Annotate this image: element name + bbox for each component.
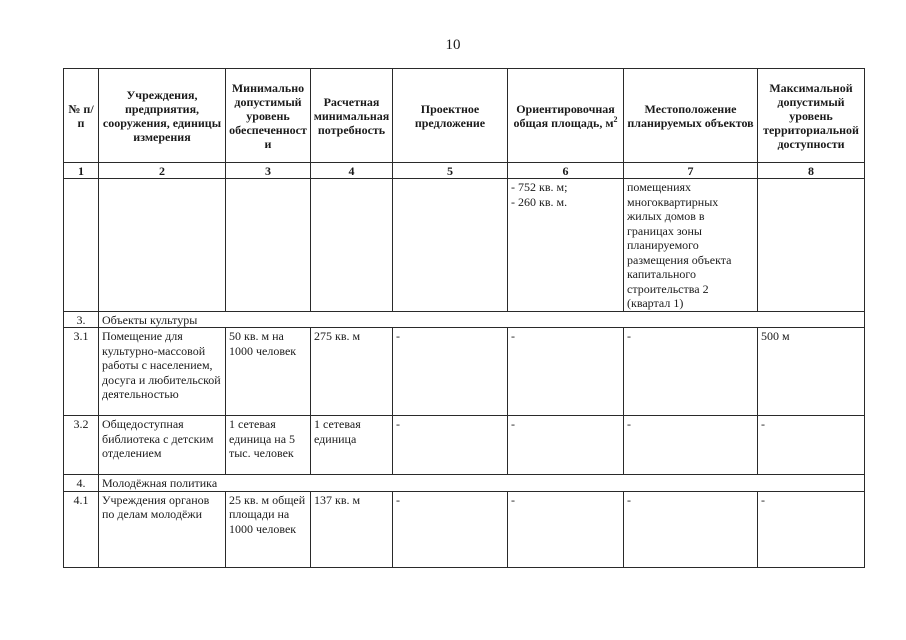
row-proposal: - bbox=[393, 416, 508, 475]
row-area: - bbox=[508, 416, 624, 475]
cell-area bbox=[508, 179, 624, 312]
section-title: Молодёжная политика bbox=[99, 475, 865, 492]
header-location: Местоположение планируемых объектов bbox=[624, 69, 758, 163]
row-min-level: 50 кв. м на 1000 человек bbox=[226, 328, 311, 416]
column-number: 2 bbox=[99, 163, 226, 179]
row-area: - bbox=[508, 491, 624, 567]
row-access: 500 м bbox=[758, 328, 865, 416]
header-number: № п/п bbox=[64, 69, 99, 163]
cell-location: помещениях многоквартирных жилых домов в границах зоны планируемого размещения объекта капитального строительства 2 (квартал 1) bbox=[624, 179, 758, 312]
column-number: 4 bbox=[311, 163, 393, 179]
row-name: Общедоступная библиотека с детским отделением bbox=[99, 416, 226, 475]
table-row bbox=[64, 416, 865, 475]
column-number: 1 bbox=[64, 163, 99, 179]
header-access: Максимальной допустимый уровень территориальной доступности bbox=[758, 69, 865, 163]
row-name: Учреждения органов по делам молодёжи bbox=[99, 491, 226, 567]
header-min-need: Расчетная минимальная потребность bbox=[311, 69, 393, 163]
header-min-level: Минимально допустимый уровень обеспеченности bbox=[226, 69, 311, 163]
cell-name bbox=[99, 179, 226, 312]
cell-need bbox=[311, 179, 393, 312]
planning-table bbox=[63, 68, 865, 568]
cell-proposal bbox=[393, 179, 508, 312]
row-need: 137 кв. м bbox=[311, 491, 393, 567]
section-row-youth bbox=[64, 475, 865, 492]
row-number: 4.1 bbox=[64, 491, 99, 567]
table-row bbox=[64, 328, 865, 416]
header-area-sup: 2 bbox=[613, 114, 618, 124]
header-proposal: Проектное предложение bbox=[393, 69, 508, 163]
row-area: - bbox=[508, 328, 624, 416]
row-location: - bbox=[624, 491, 758, 567]
row-name: Помещение для культурно-массовой работы с населением, досуга и любительской деятельностью bbox=[99, 328, 226, 416]
header-institution: Учреждения, предприятия, сооружения, единицы измерения bbox=[99, 69, 226, 163]
section-row-culture bbox=[64, 311, 865, 328]
row-need: 275 кв. м bbox=[311, 328, 393, 416]
section-number: 4. bbox=[64, 475, 99, 492]
column-number-row bbox=[64, 163, 865, 179]
area-line: - 752 кв. м; bbox=[511, 180, 568, 194]
row-proposal: - bbox=[393, 328, 508, 416]
row-min-level: 25 кв. м общей площади на 1000 человек bbox=[226, 491, 311, 567]
cell-min-level bbox=[226, 179, 311, 312]
row-need: 1 сетевая единица bbox=[311, 416, 393, 475]
row-access: - bbox=[758, 416, 865, 475]
header-area bbox=[508, 69, 624, 163]
row-number: 3.2 bbox=[64, 416, 99, 475]
area-line: - 260 кв. м. bbox=[511, 194, 568, 209]
column-number: 3 bbox=[226, 163, 311, 179]
section-title: Объекты культуры bbox=[99, 311, 865, 328]
section-number: 3. bbox=[64, 311, 99, 328]
cell-access bbox=[758, 179, 865, 312]
column-number: 8 bbox=[758, 163, 865, 179]
cell-number bbox=[64, 179, 99, 312]
column-number: 5 bbox=[393, 163, 508, 179]
row-access: - bbox=[758, 491, 865, 567]
table-row bbox=[64, 491, 865, 567]
row-min-level: 1 сетевая единица на 5 тыс. человек bbox=[226, 416, 311, 475]
row-location: - bbox=[624, 328, 758, 416]
row-proposal: - bbox=[393, 491, 508, 567]
row-location: - bbox=[624, 416, 758, 475]
page-number: 10 bbox=[445, 37, 461, 53]
row-number: 3.1 bbox=[64, 328, 99, 416]
header-area-text: Ориентировочная общая площадь, м bbox=[513, 101, 615, 130]
column-number: 6 bbox=[508, 163, 624, 179]
header-row bbox=[64, 69, 865, 163]
continuation-row bbox=[64, 179, 865, 312]
column-number: 7 bbox=[624, 163, 758, 179]
